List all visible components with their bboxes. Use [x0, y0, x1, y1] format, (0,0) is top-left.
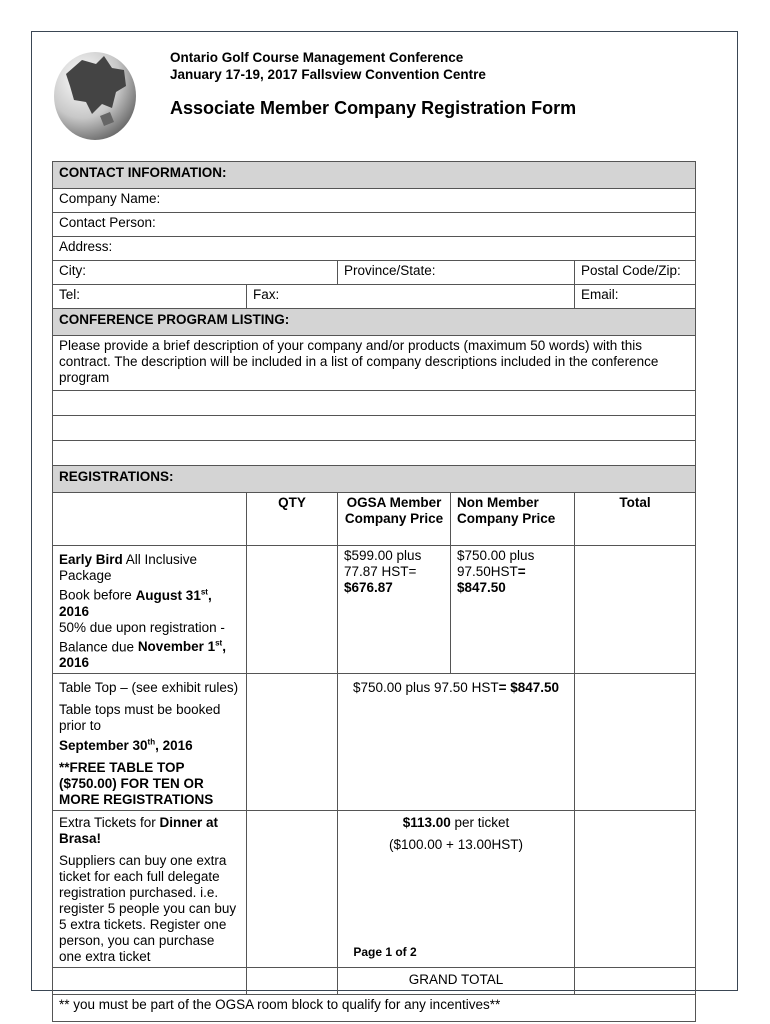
extra-tickets-description: Extra Tickets for Dinner at Brasa! Suppliers can buy one extra ticket for each full delegate registration purchased. i.e. register 5 people you can buy 5 extra tickets. Register one person, you can purchase one extra ticket [53, 810, 247, 967]
registration-form-table [52, 161, 696, 1022]
early-bird-description: Early Bird All Inclusive Package Book before August 31st, 2016 50% due upon registration - Balance due November 1st, 2016 [53, 546, 247, 674]
free-table-top-offer: **FREE TABLE TOP ($750.00) FOR TEN OR MORE REGISTRATIONS [59, 759, 214, 807]
postal-code-field[interactable]: Postal Code/Zip: [575, 261, 696, 285]
contact-person-field[interactable]: Contact Person: [53, 213, 696, 237]
form-title: Associate Member Company Registration Form [170, 98, 577, 118]
table-top-total[interactable] [575, 674, 696, 811]
province-field[interactable]: Province/State: [338, 261, 575, 285]
early-bird-total[interactable] [575, 546, 696, 674]
conference-dates: January 17-19, 2017 Fallsview Convention Centre [170, 67, 486, 82]
table-top-description: Table Top – (see exhibit rules) Table tops must be booked prior to September 30th, 2016 **FREE TABLE TOP ($750.00) FOR TEN OR MORE REGISTRATIONS [53, 674, 247, 811]
program-heading: CONFERENCE PROGRAM LISTING: [53, 309, 696, 336]
qty-header: QTY [247, 493, 338, 546]
early-bird-member-price: $599.00 plus 77.87 HST= $676.87 [338, 546, 451, 674]
table-top-qty[interactable] [247, 674, 338, 811]
program-line-1[interactable] [53, 391, 696, 416]
program-line-2[interactable] [53, 416, 696, 441]
grand-total-field[interactable] [575, 967, 696, 994]
total-header: Total [575, 493, 696, 546]
member-price-header: OGSA Member Company Price [338, 493, 451, 546]
fax-field[interactable]: Fax: [247, 285, 575, 309]
conference-header [170, 49, 486, 83]
golf-ball-map-logo [52, 46, 138, 142]
early-bird-nonmember-price: $750.00 plus 97.50HST= $847.50 [451, 546, 575, 674]
program-line-3[interactable] [53, 441, 696, 466]
company-name-field[interactable]: Company Name: [53, 189, 696, 213]
incentives-note: ** you must be part of the OGSA room block to qualify for any incentives** [53, 994, 696, 1021]
extra-tickets-total[interactable] [575, 810, 696, 967]
table-top-price: $750.00 plus 97.50 HST= $847.50 [338, 674, 575, 811]
program-instructions: Please provide a brief description of your company and/or products (maximum 50 words) with this contract. The description will be included in a list of company descriptions included in the conference program [53, 336, 696, 391]
grand-total-label: GRAND TOTAL [338, 967, 575, 994]
email-field[interactable]: Email: [575, 285, 696, 309]
contact-heading: CONTACT INFORMATION: [53, 162, 696, 189]
city-field[interactable]: City: [53, 261, 338, 285]
extra-tickets-qty[interactable] [247, 810, 338, 967]
address-field[interactable]: Address: [53, 237, 696, 261]
early-bird-qty[interactable] [247, 546, 338, 674]
extra-tickets-price: $113.00 per ticket ($100.00 + 13.00HST) [338, 810, 575, 967]
nonmember-price-header: Non Member Company Price [451, 493, 575, 546]
page-number: Page 1 of 2 [353, 945, 417, 959]
registrations-heading: REGISTRATIONS: [53, 466, 696, 493]
tel-field[interactable]: Tel: [53, 285, 247, 309]
conference-name: Ontario Golf Course Management Conference [170, 50, 464, 65]
